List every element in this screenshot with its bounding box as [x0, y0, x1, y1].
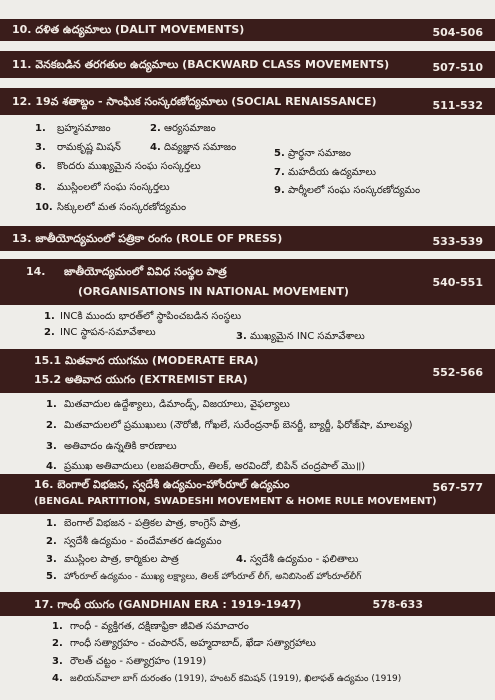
section-number: 13. [12, 232, 32, 245]
list-item: 4. ప్రముఖ అతివాదులు (లజపతిరాయ్, తిలక్, అరవిందో, బిపిన్ చంద్రపాల్ మొ॥) [46, 461, 366, 472]
section-title: దళిత ఉద్యమాలు (DALIT MOVEMENTS) [35, 23, 245, 36]
list-item: 1. INCకి ముందు భారత్‌లో స్థాపించబడిన సంస్థలు [44, 311, 242, 322]
section-number: 17. [34, 598, 54, 611]
section-number: 11. [12, 58, 32, 71]
section-13-header [0, 226, 495, 251]
list-item: 1. గాంధీ - వ్యక్తిగత, దక్షిణాఫ్రికా జీవిత సమాచారం [52, 621, 249, 632]
section-subtitle: (ORGANISATIONS IN NATIONAL MOVEMENT) [78, 285, 349, 298]
section-10-header [0, 19, 495, 41]
list-item: 1. బెంగాల్ విభజన - పత్రికల పాత్ర, కాంగ్రెస్ పాత్ర, [46, 518, 241, 529]
section-14-header [0, 259, 495, 305]
list-item: 4. జలియన్‌వాలా బాగ్ దురంతం (1919), హంటర్ కమిషన్ (1919), ఖిలాఫత్ ఉద్యమం (1919) [52, 673, 402, 684]
section-11-header [0, 51, 495, 78]
list-item: 2. మితవాదులలో ప్రముఖులు (నౌరోజీ, గోఖలే, సురేంద్రనాథ్ బెనర్జీ, బ్యార్జీ, ఫిరోజ్‌షా, మాలవ్య) [46, 420, 413, 431]
list-item: 3. ముఖ్యమైన INC సమావేశాలు [236, 331, 365, 342]
list-item: 3. అతివాదం ఉన్నతికి కారణాలు [46, 441, 177, 452]
section-12-header [0, 88, 495, 115]
section-17-header [0, 592, 495, 616]
list-item: 6. కొందరు ముఖ్యమైన సంఘ సంస్కర్తలు [35, 161, 201, 172]
section-number: 14. [26, 265, 46, 278]
list-item: 3. రామకృష్ణ మిషన్ [35, 142, 121, 153]
list-item: 2. స్వదేశీ ఉద్యమం - వందేమాతర ఉద్యమం [46, 536, 222, 547]
page-range: 507-510 [432, 61, 483, 74]
section-number: 12. [12, 95, 32, 108]
section-title: జాతీయోద్యమంలో వివిధ సంస్థల పాత్ర [64, 265, 227, 278]
section-title: జాతీయోద్యమంలో పత్రికా రంగం (ROLE OF PRESS) [35, 232, 283, 245]
list-item: 10. సిక్కులలో మత సంస్కరణోద్యమం [35, 202, 187, 213]
section-title: 19వ శతాబ్దం - సాంఘిక సంస్కరణోద్యమాలు (SOCIAL RENAISSANCE) [35, 95, 377, 108]
list-item: 5. హోంరూల్ ఉద్యమం - ముఖ్య లక్ష్యాలు, తిలక్ హోంరూల్ లీగ్, అనిబిసెంట్ హోంరూల్‌లీగ్ [46, 571, 362, 582]
list-item: 3. రౌలత్ చట్టం - సత్యాగ్రహం (1919) [52, 656, 207, 667]
list-item: 2. గాంధీ సత్యాగ్రహం - చంపారన్, అహ్మదాబాద్, ఖేడా సత్యాగ్రహాలు [52, 638, 316, 649]
page-range: 504-506 [432, 26, 483, 39]
list-item: 1. బ్రహ్మసమాజం [35, 123, 111, 134]
section-title: బెంగాల్ విభజన, స్వదేశీ ఉద్యమం-హోంరూల్ ఉద్యమం [57, 478, 290, 491]
section-title: గాంధీ యుగం (GANDHIAN ERA : 1919-1947) [57, 598, 302, 611]
section-subtitle: (BENGAL PARTITION, SWADESHI MOVEMENT & HOME RULE MOVEMENT) [34, 496, 437, 507]
list-item: 8. ముస్లింలలో సంఘ సంస్కర్తలు [35, 182, 170, 193]
page-range: 540-551 [432, 276, 483, 289]
list-item: 5. ప్రార్థనా సమాజం [274, 148, 351, 159]
list-item: 1. మితవాదుల ఉద్దేశ్యాలు, డిమాండ్స్, విజయాలు, వైఫల్యాలు [46, 399, 290, 410]
section-16-header [0, 474, 495, 514]
list-item: 3. ముస్లింల పాత్ర, కార్మికుల పాత్ర [46, 554, 179, 565]
section-number: 10. [12, 23, 32, 36]
section-15-header [0, 349, 495, 393]
page-range: 533-539 [432, 235, 483, 248]
section-title: 15.2 అతివాద యుగం (EXTREMIST ERA) [34, 373, 248, 386]
page-range: 552-566 [432, 366, 483, 379]
section-title: 15.1 మితవాద యుగము (MODERATE ERA) [34, 354, 259, 367]
list-item: 4. స్వదేశీ ఉద్యమం - ఫలితాలు [236, 554, 359, 565]
list-item: 2. INC స్థాపన-సమావేశాలు [44, 327, 156, 338]
list-item: 9. పార్శీలలో సంఘ సంస్కరణోద్యమం [274, 185, 421, 196]
list-item: 7. మహదీయ ఉద్యమాలు [274, 167, 376, 178]
page-range: 511-532 [432, 99, 483, 112]
list-item: 4. దివ్యజ్ఞాన సమాజం [150, 142, 237, 153]
page-range: 578-633 [372, 598, 423, 611]
section-title: వెనకబడిన తరగతుల ఉద్యమాలు (BACKWARD CLASS MOVEMENTS) [35, 58, 390, 71]
list-item: 2. ఆర్యసమాజం [150, 123, 216, 134]
page-range: 567-577 [432, 481, 483, 494]
section-number: 16. [34, 478, 54, 491]
